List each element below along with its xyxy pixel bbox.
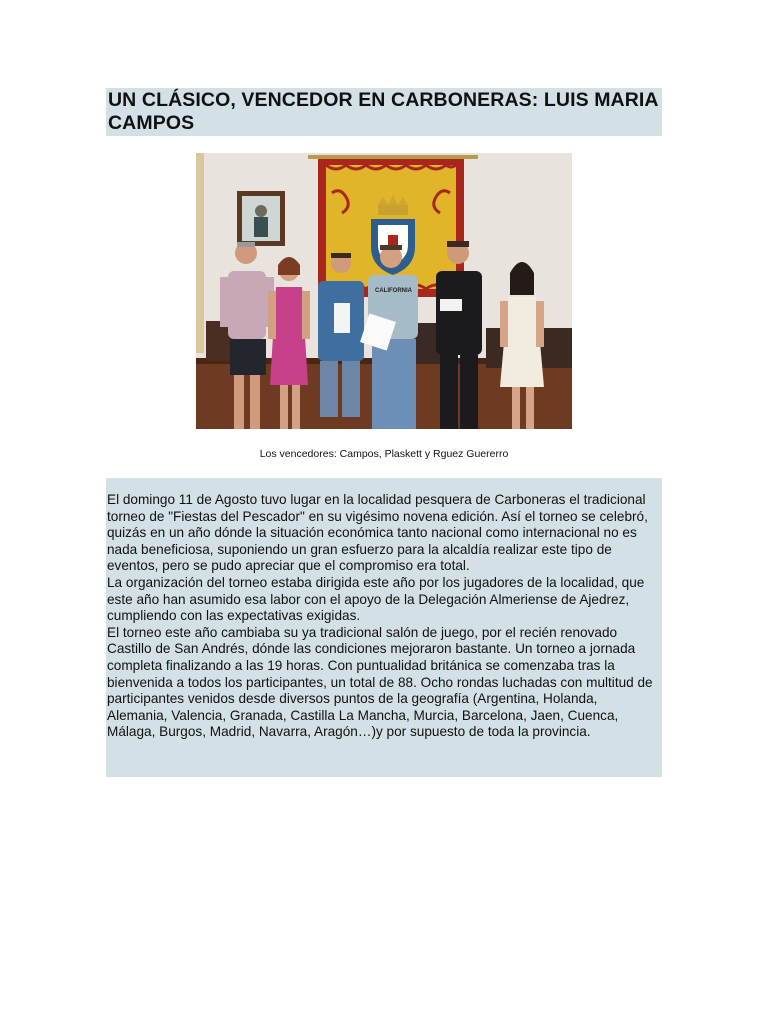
article-body <box>106 478 662 777</box>
title-box <box>106 88 662 136</box>
photo-caption: Los vencedores: Campos, Plaskett y Rguez Guererro <box>259 448 509 460</box>
article-photo <box>196 153 572 429</box>
shirt-print: CALIFORNIA <box>375 288 412 294</box>
paragraph-2: La organización del torneo estaba dirigida este año por los jugadores de la localidad, que este año han asumido esa labor con el apoyo de la Delegación Almeriense de Ajedrez, cumpliendo con las expectativas exigidas. <box>107 574 645 624</box>
paragraph-3: El torneo este año cambiaba su ya tradicional salón de juego, por el recién renovado Castillo de San Andrés, dónde las condiciones mejoraron bastante. Un torneo a jornada completa finalizando a las 19 horas. Con puntualidad británica se comenzaba tras la bienvenida a todos los participantes, un total de 88. Ocho rondas luchadas con multitud de participantes venidos desde diversos puntos de la geografía (Argentina, Holanda, Alemania, Valencia, Granada, Castilla La Mancha, Murcia, Barcelona, Jaen, Cuenca, Málaga, Burgos, Madrid, Navarra, Aragón…)y por supuesto de toda la provincia. <box>107 624 653 740</box>
article-title: UN CLÁSICO, VENCEDOR EN CARBONERAS: LUIS MARIA CAMPOS <box>108 89 658 134</box>
paragraph-1: El domingo 11 de Agosto tuvo lugar en la localidad pesquera de Carboneras el tradicional torneo de "Fiestas del Pescador" en su vigésimo novena edición. Así el torneo se celebró, quizás en un año dónde la situación económica tanto nacional como internacional no es nada beneficiosa, suponiendo un gran esfuerzo para la alcaldía realizar este tipo de eventos, pero se pudo apreciar que el compromiso era total. <box>107 492 648 574</box>
